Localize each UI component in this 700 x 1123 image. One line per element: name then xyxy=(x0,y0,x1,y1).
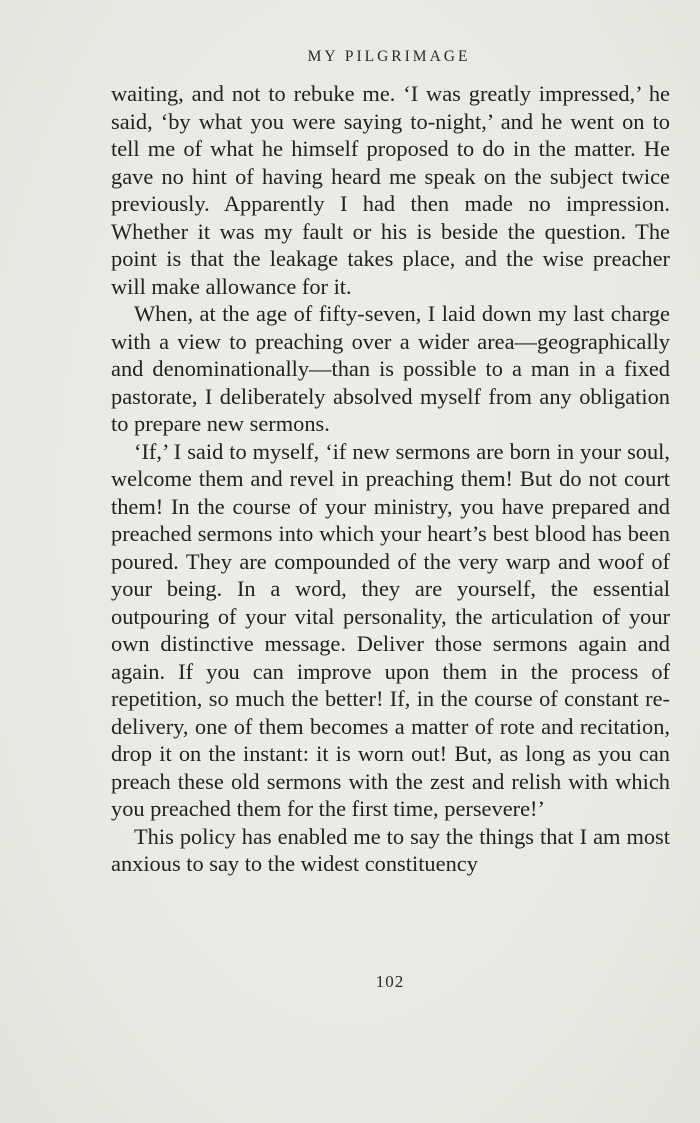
running-head: MY PILGRIMAGE xyxy=(307,48,471,65)
paragraph-2: When, at the age of fifty-seven, I laid down my last charge with a view to preaching over a wider area—geographically and denominationally—than is possible to a man in a fixed pastorate, I deliberately absolved myself from any obligation to prepare new sermons. xyxy=(111,301,670,436)
body-text xyxy=(111,80,670,878)
paragraph-3: ‘If,’ I said to myself, ‘if new sermons are born in your soul, welcome them and revel in preaching them! But do not court them! In the course of your ministry, you have prepared and preached sermons into which your heart’s best blood has been poured. They are compounded of the very warp and woof of your being. In a word, they are yourself, the essential outpouring of your vital personality, the articulation of your own distinctive message. Deliver those sermons again and again. If you can improve upon them in the process of repetition, so much the better! If, in the course of constant re-delivery, one of them becomes a matter of rote and recitation, drop it on the instant: it is worn out! But, as long as you can preach these old sermons with the zest and relish with which you preached them for the first time, persevere!’ xyxy=(111,438,670,821)
page-number: 102 xyxy=(375,972,405,991)
paragraph-1: waiting, and not to rebuke me. ‘I was greatly impressed,’ he said, ‘by what you were saying to-night,’ and he went on to tell me of what he himself proposed to do in the matter. He gave no hint of having heard me speak on the subject twice previously. Apparently I had then made no impression. Whether it was my fault or his is beside the question. The point is that the leakage takes place, and the wise preacher will make allowance for it. xyxy=(111,81,670,299)
paragraph-4: This policy has enabled me to say the things that I am most anxious to say to the widest constituency xyxy=(111,823,670,876)
